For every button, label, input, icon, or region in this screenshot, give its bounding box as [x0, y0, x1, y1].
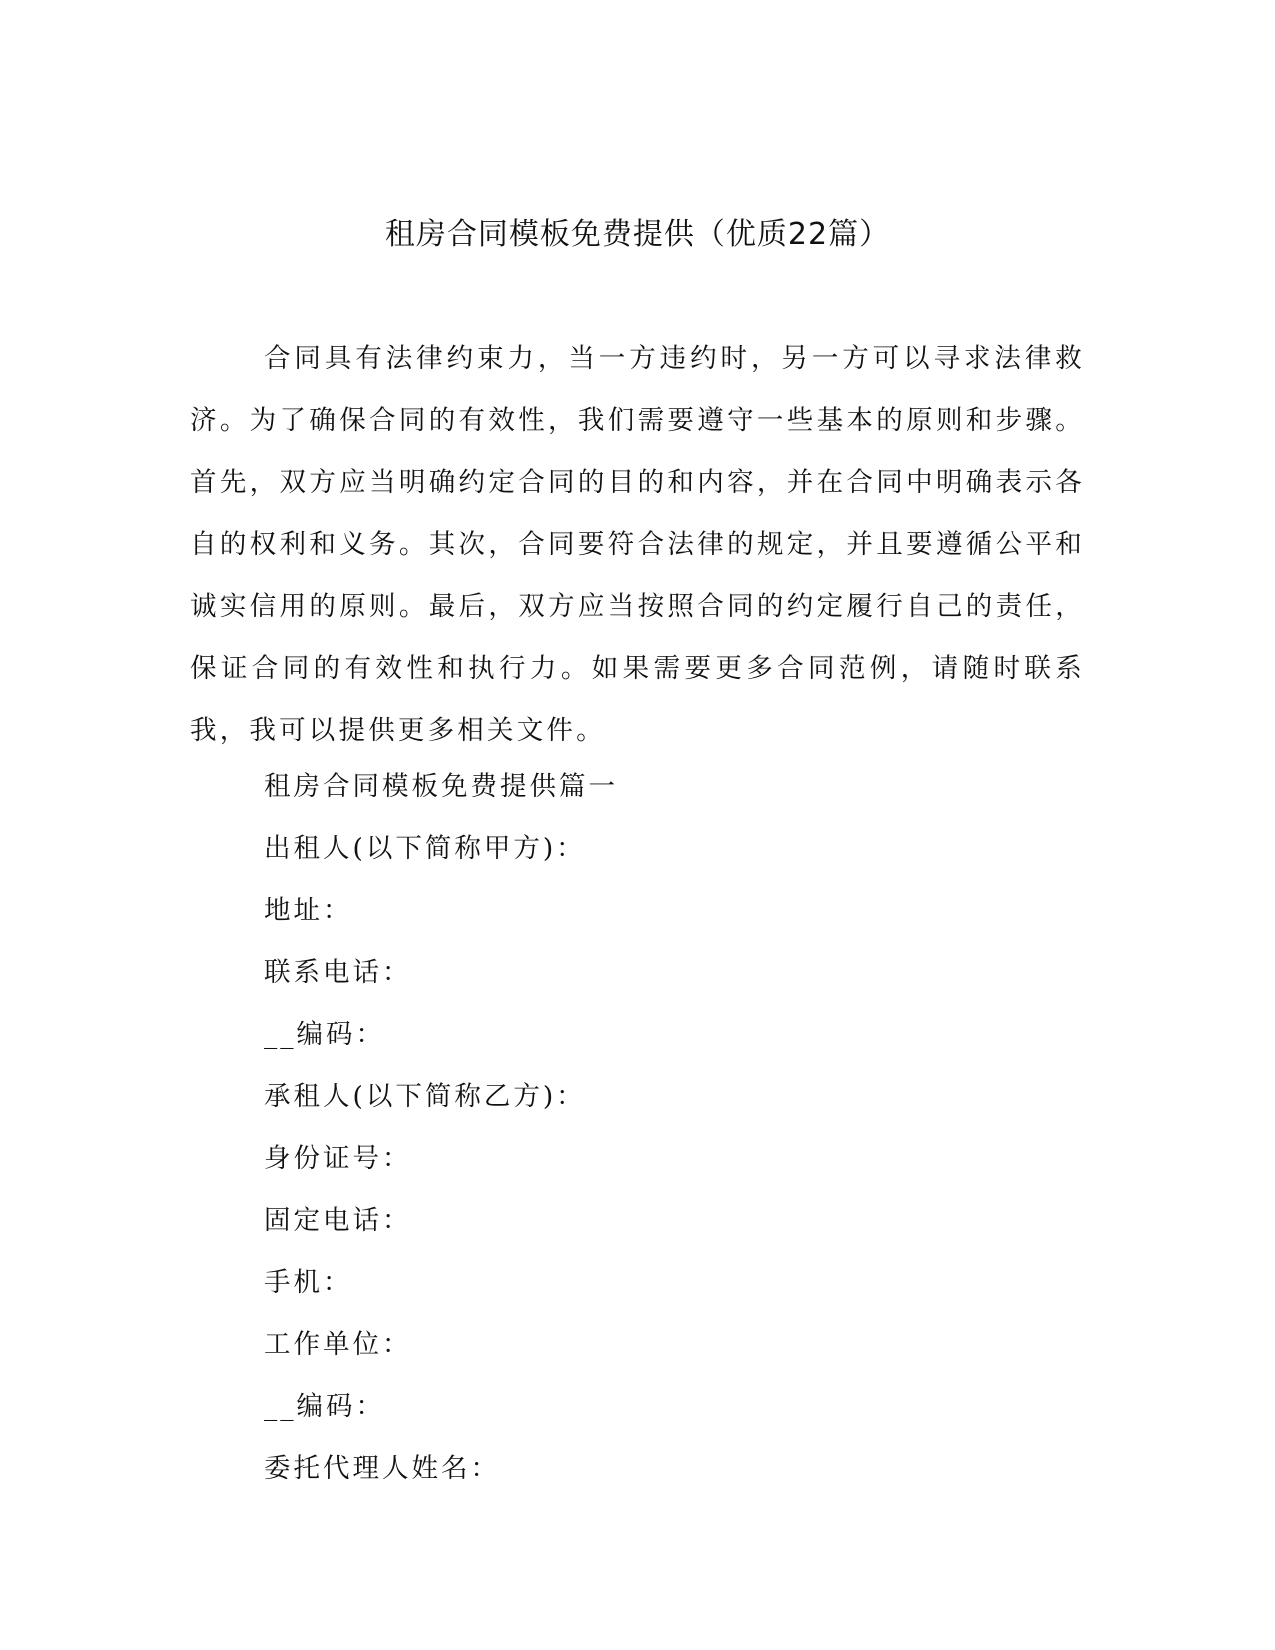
contact-phone-line: 联系电话：: [264, 957, 412, 988]
intro-paragraph: 合同具有法律约束力，当一方违约时，另一方可以寻求法律救济。为了确保合同的有效性，我们需要遵守一些基本的原则和步骤。首先，双方应当明确约定合同的目的和内容，并在合同中明确表示各自的权利和义务。其次，合同要符合法律的规定，并且要遵循公平和诚实信用的原则。最后，双方应当按照合同的约定履行自己的责任，保证合同的有效性和执行力。如果需要更多合同范例，请随时联系我，我可以提供更多相关文件。: [190, 343, 1085, 746]
mobile-line: 手机：: [264, 1267, 353, 1298]
postal-code-line: __编码：: [264, 1019, 385, 1050]
contract-lines: [264, 756, 618, 1500]
landline-line: 固定电话：: [264, 1205, 412, 1236]
employer-line: 工作单位：: [264, 1329, 412, 1360]
lessee-line: 承租人(以下简称乙方)：: [264, 1081, 586, 1112]
id-number-line: 身份证号：: [264, 1143, 412, 1174]
section-heading: 租房合同模板免费提供篇一: [264, 771, 618, 802]
postal-code-line-2: __编码：: [264, 1391, 385, 1422]
lessor-line: 出租人(以下简称甲方)：: [264, 833, 586, 864]
document-title: 租房合同模板免费提供（优质22篇）: [384, 217, 891, 252]
agent-name-line: 委托代理人姓名：: [264, 1453, 500, 1484]
address-line: 地址：: [264, 895, 353, 926]
